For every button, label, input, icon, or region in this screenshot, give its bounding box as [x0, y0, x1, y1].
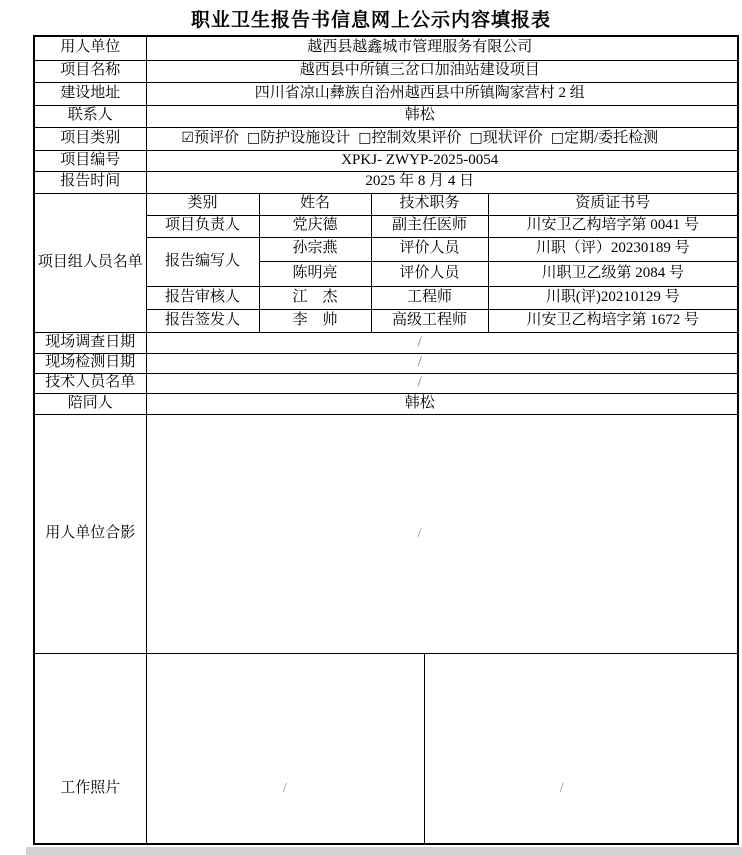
category-label: 项目类别 [34, 127, 146, 150]
survey-date-value: / [146, 332, 738, 353]
row-tech-staff [34, 373, 738, 393]
checkbox-option-control-effect [358, 130, 461, 146]
row-team-header [34, 193, 738, 215]
team-category: 报告审核人 [146, 286, 259, 309]
team-cert: 川职卫乙级第 2084 号 [488, 261, 738, 286]
checkbox-option-protective-design [247, 130, 350, 146]
project-no-label: 项目编号 [34, 150, 146, 171]
team-name: 江 杰 [259, 286, 371, 309]
checkbox-option-periodic-test [551, 130, 658, 146]
checkbox-option-label: 防护设施设计 [260, 129, 351, 146]
contact-label: 联系人 [34, 105, 146, 127]
team-name: 孙宗燕 [259, 237, 371, 261]
row-group-photo [34, 414, 738, 653]
tech-staff-value: / [146, 373, 738, 393]
row-category [34, 127, 738, 150]
work-photos-cells [146, 653, 738, 844]
report-date-value: 2025 年 8 月 4 日 [146, 171, 738, 193]
category-options [146, 127, 738, 150]
accompanying-value: 韩松 [146, 393, 738, 414]
row-accompanying [34, 393, 738, 414]
team-cert: 川安卫乙构培字第 1672 号 [488, 309, 738, 332]
team-category: 报告编写人 [146, 237, 259, 286]
project-name-value: 越西县中所镇三岔口加油站建设项目 [146, 60, 738, 82]
accompanying-label: 陪同人 [34, 393, 146, 414]
checkbox-option-label: 定期/委托检测 [563, 129, 659, 146]
address-label: 建设地址 [34, 82, 146, 105]
work-photos-label: 工作照片 [34, 653, 146, 844]
unchecked-checkbox-icon: □ [469, 129, 483, 146]
team-category: 报告签发人 [146, 309, 259, 332]
row-test-date [34, 353, 738, 373]
form-title: 职业卫生报告书信息网上公示内容填报表 [190, 10, 551, 31]
team-title: 评价人员 [371, 237, 488, 261]
unchecked-checkbox-icon: □ [550, 129, 564, 146]
horizontal-scrollbar[interactable] [26, 847, 742, 855]
team-header-name: 姓名 [259, 193, 371, 215]
unchecked-checkbox-icon: □ [358, 129, 372, 146]
checked-checkbox-icon: ☑ [181, 129, 194, 146]
work-photo-cell-left: / [147, 654, 425, 843]
team-cert: 川职(评)20210129 号 [488, 286, 738, 309]
contact-value: 韩松 [146, 105, 738, 127]
team-name: 李 帅 [259, 309, 371, 332]
team-cert: 川安卫乙构培字第 0041 号 [488, 215, 738, 237]
team-name: 党庆德 [259, 215, 371, 237]
report-date-label: 报告时间 [34, 171, 146, 193]
team-header-category: 类别 [146, 193, 259, 215]
test-date-value: / [146, 353, 738, 373]
report-form-table [33, 35, 739, 845]
team-section-label: 项目组人员名单 [34, 193, 146, 332]
test-date-label: 现场检测日期 [34, 353, 146, 373]
survey-date-label: 现场调查日期 [34, 332, 146, 353]
tech-staff-label: 技术人员名单 [34, 373, 146, 393]
employer-value: 越西县越鑫城市管理服务有限公司 [146, 36, 738, 60]
team-name: 陈明亮 [259, 261, 371, 286]
checkbox-option-pre-evaluation [181, 130, 239, 146]
project-name-label: 项目名称 [34, 60, 146, 82]
row-project-no [34, 150, 738, 171]
row-contact [34, 105, 738, 127]
team-title: 高级工程师 [371, 309, 488, 332]
team-header-cert: 资质证书号 [488, 193, 738, 215]
checkbox-option-label: 预评价 [193, 129, 239, 146]
unchecked-checkbox-icon: □ [246, 129, 261, 146]
team-category: 项目负责人 [146, 215, 259, 237]
row-employer [34, 36, 738, 60]
checkbox-option-label: 现状评价 [482, 129, 543, 146]
row-survey-date [34, 332, 738, 353]
work-photos-container [147, 654, 738, 843]
checkbox-option-label: 控制效果评价 [371, 129, 462, 146]
checkbox-option-status-evaluation [469, 130, 542, 146]
team-header-title: 技术职务 [371, 193, 488, 215]
team-title: 评价人员 [371, 261, 488, 286]
row-report-date [34, 171, 738, 193]
group-photo-label: 用人单位合影 [34, 414, 146, 653]
address-value: 四川省凉山彝族自治州越西县中所镇陶家营村 2 组 [146, 82, 738, 105]
row-address [34, 82, 738, 105]
work-photo-cell-right: / [559, 779, 564, 796]
team-title: 副主任医师 [371, 215, 488, 237]
row-project-name [34, 60, 738, 82]
row-work-photos [34, 653, 738, 844]
group-photo-placeholder: / [146, 414, 738, 653]
employer-label: 用人单位 [34, 36, 146, 60]
project-no-value: XPKJ- ZWYP-2025-0054 [146, 150, 738, 171]
team-title: 工程师 [371, 286, 488, 309]
team-cert: 川职（评）20230189 号 [488, 237, 738, 261]
